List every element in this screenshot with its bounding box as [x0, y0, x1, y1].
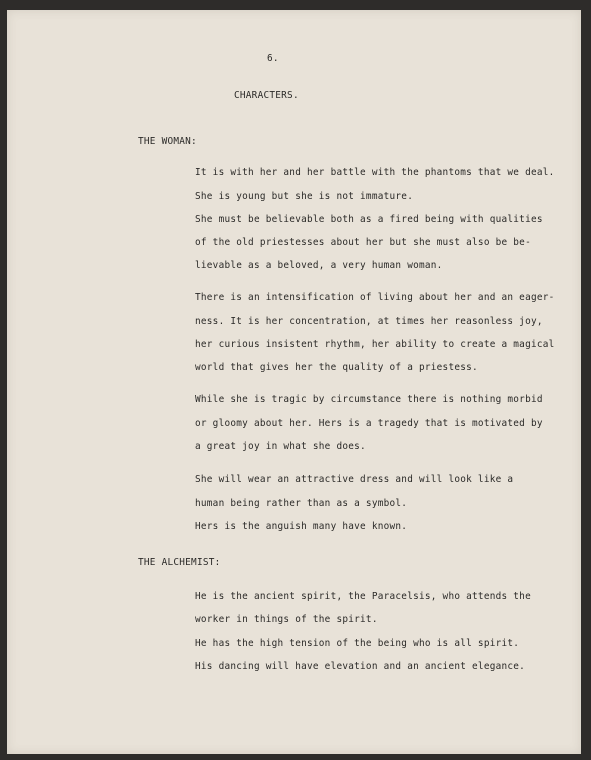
section-heading-alchemist: THE ALCHEMIST:	[138, 557, 221, 568]
body-line: her curious insistent rhythm, her ability to create a magical	[195, 339, 555, 350]
body-line: He has the high tension of the being who is all spirit.	[195, 638, 520, 649]
body-line: Hers is the anguish many have known.	[195, 521, 408, 532]
body-line: She will wear an attractive dress and will look like a	[195, 474, 514, 485]
body-line: or gloomy about her. Hers is a tragedy that is motivated by	[195, 418, 543, 429]
body-line: It is with her and her battle with the phantoms that we deal.	[195, 167, 555, 178]
page-number: 6.	[267, 53, 279, 64]
body-line: There is an intensification of living about her and an eager-	[195, 292, 555, 303]
body-line: She must be believable both as a fired being with qualities	[195, 214, 543, 225]
body-line: human being rather than as a symbol.	[195, 498, 408, 509]
body-line: His dancing will have elevation and an ancient elegance.	[195, 661, 526, 672]
page-title: CHARACTERS.	[234, 90, 299, 101]
body-line: He is the ancient spirit, the Paracelsis, who attends the	[195, 591, 531, 602]
body-line: ness. It is her concentration, at times her reasonless joy,	[195, 316, 543, 327]
body-line: She is young but she is not immature.	[195, 191, 414, 202]
body-line: worker in things of the spirit.	[195, 614, 378, 625]
body-line: lievable as a beloved, a very human woman.	[195, 260, 443, 271]
section-heading-woman: THE WOMAN:	[138, 136, 197, 147]
body-line: of the old priestesses about her but she must also be be-	[195, 237, 531, 248]
body-line: While she is tragic by circumstance there is nothing morbid	[195, 394, 543, 405]
body-line: a great joy in what she does.	[195, 441, 366, 452]
typewritten-page	[7, 10, 581, 754]
body-line: world that gives her the quality of a priestess.	[195, 362, 478, 373]
